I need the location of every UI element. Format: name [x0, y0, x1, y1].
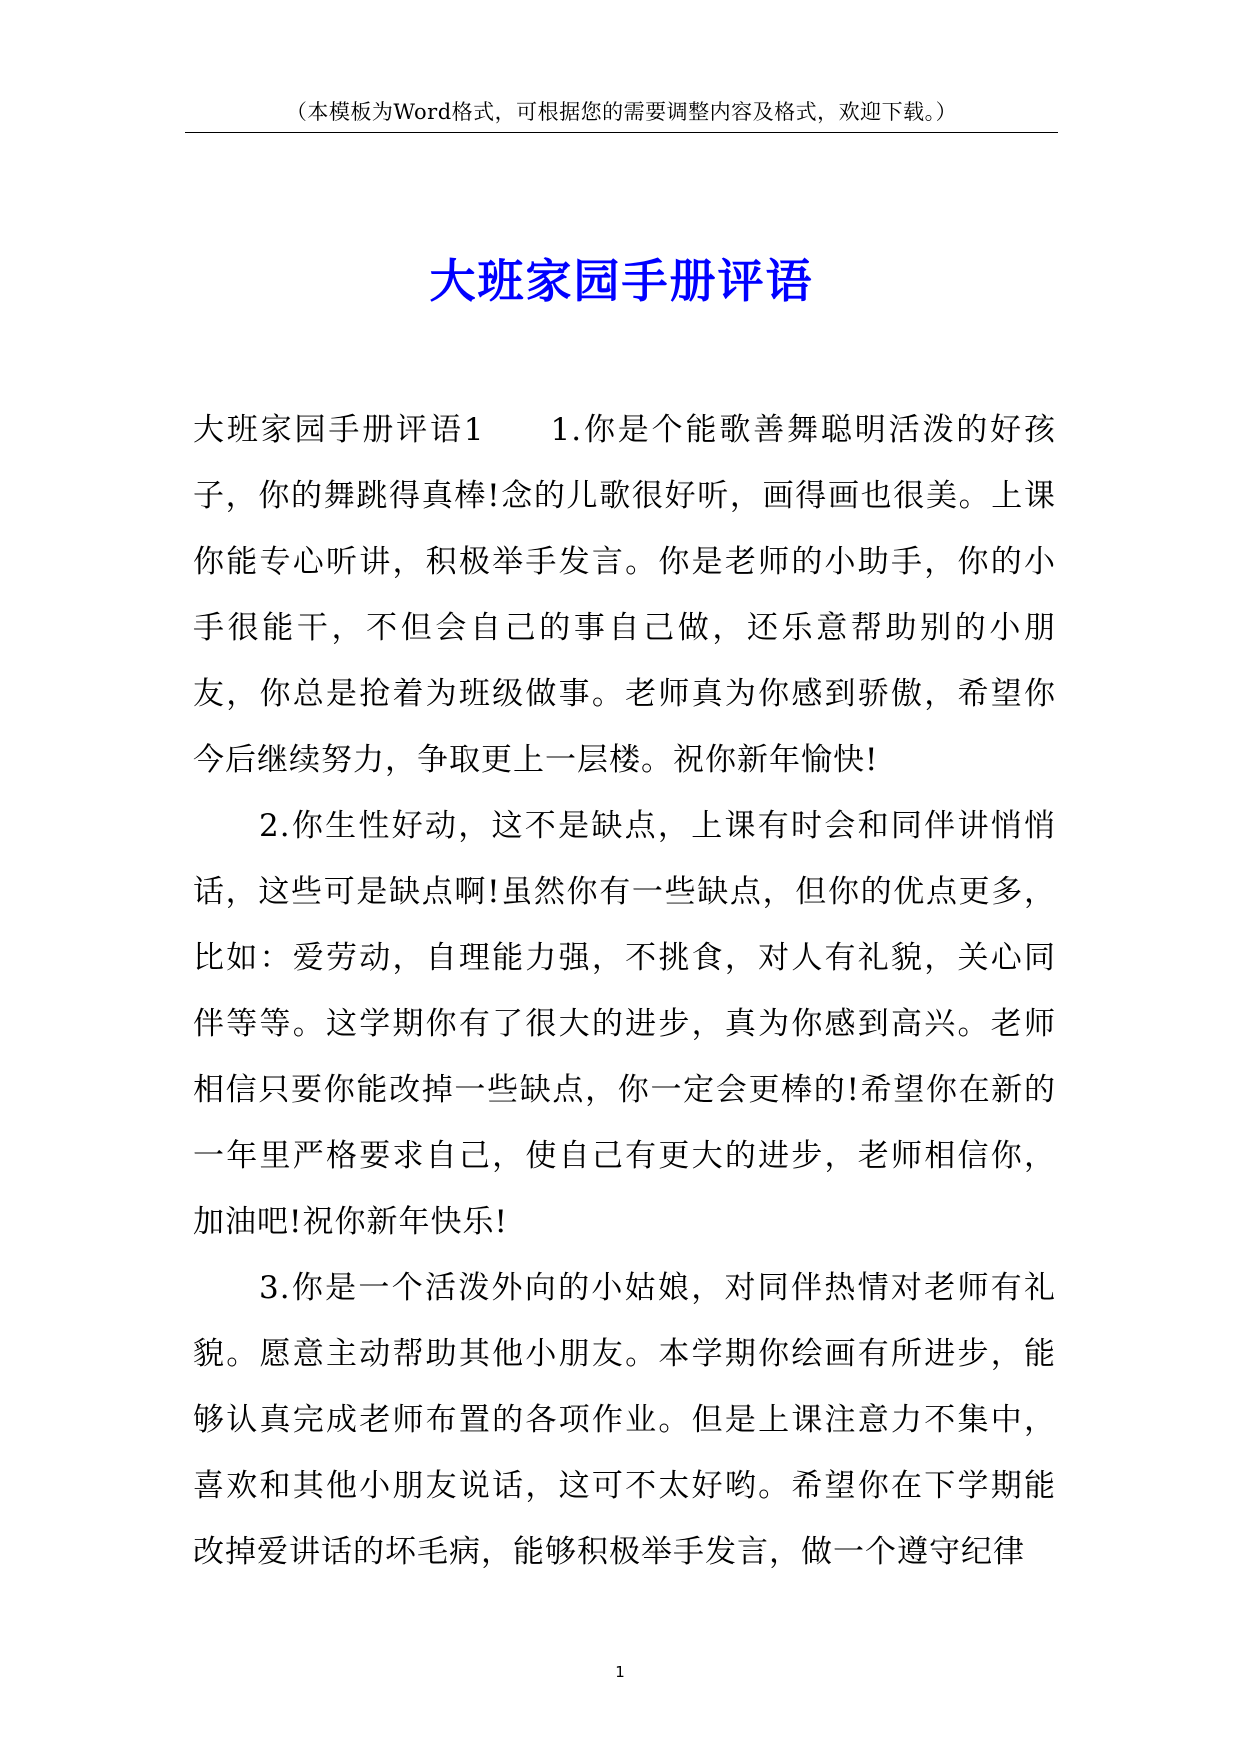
document-body — [193, 397, 1056, 1585]
paragraph-2: 2.你生性好动，这不是缺点，上课有时会和同伴讲悄悄话，这些可是缺点啊!虽然你有一些缺点，但你的优点更多，比如：爱劳动，自理能力强，不挑食，对人有礼貌，关心同伴等等。这学期你有了很大的进步，真为你感到高兴。老师相信只要你能改掉一些缺点，你一定会更棒的!希望你在新的一年里严格要求自己，使自己有更大的进步，老师相信你，加油吧!祝你新年快乐! — [193, 808, 1056, 1240]
document-title: 大班家园手册评语 — [429, 253, 814, 308]
header-note: （本模板为Word格式，可根据您的需要调整内容及格式，欢迎下载。） — [285, 100, 958, 124]
paragraph-1: 1.你是个能歌善舞聪明活泼的好孩子，你的舞跳得真棒!念的儿歌很好听，画得画也很美。上课你能专心听讲，积极举手发言。你是老师的小助手，你的小手很能干，不但会自己的事自己做，还乐意帮助别的小朋友，你总是抢着为班级做事。老师真为你感到骄傲，希望你今后继续努力，争取更上一层楼。祝你新年愉快! — [193, 412, 1056, 778]
paragraph-3: 3.你是一个活泼外向的小姑娘，对同伴热情对老师有礼貌。愿意主动帮助其他小朋友。本学期你绘画有所进步，能够认真完成老师布置的各项作业。但是上课注意力不集中，喜欢和其他小朋友说话，这可不太好哟。希望你在下学期能改掉爱讲话的坏毛病，能够积极举手发言，做一个遵守纪律 — [193, 1270, 1056, 1570]
header-divider — [185, 132, 1058, 133]
section-heading: 大班家园手册评语1 — [193, 412, 485, 448]
page-number: 1 — [615, 1663, 625, 1681]
first-paragraph — [193, 397, 1056, 793]
